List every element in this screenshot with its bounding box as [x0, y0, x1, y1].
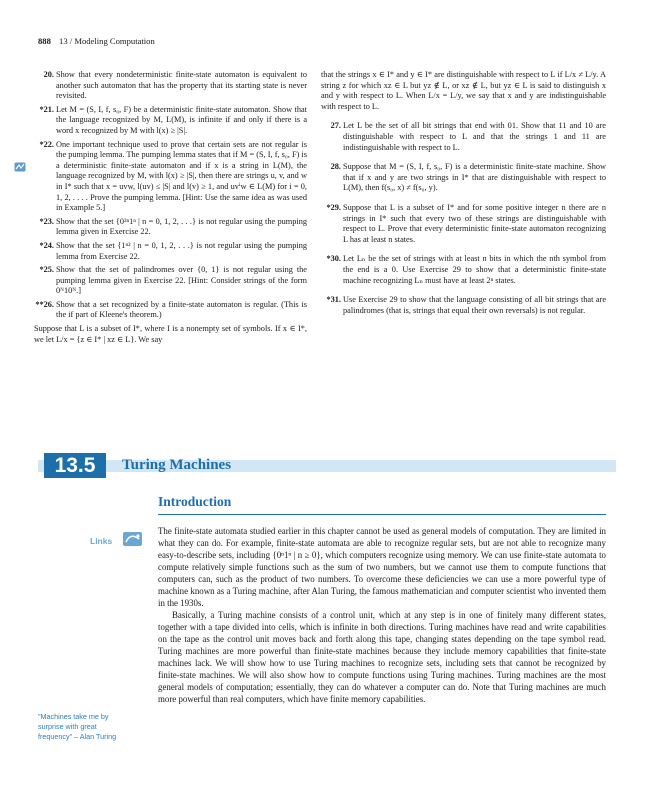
quote-line-3: frequency" – Alan Turing: [38, 732, 117, 741]
exercise-27: 27. Let L be the set of all bit strings that end with 01. Show that 11 and 10 are distinguishable with respect to L and that the strings 1 and 11 are indistinguishable with respect to L.: [330, 121, 606, 152]
intro-paragraph-1: The finite-state automata studied earlier in this chapter cannot be used as general models of computation. They are limited in what they can do. For example, finite-state automata are able to recognize regular sets, but are not able to recognize many easy-to-describe sets, including {0ⁿ1ⁿ | n ≥ 0}, which computers recognize using memory. We can use finite-state automata to compute relatively simple functions such as the sum of two numbers, but we cannot use them to compute functions that computers can, such as the product of two numbers. To overcome these deficiencies we can use a more powerful type of machine known as a Turing machine, after Alan Turing, the famous mathematician and computer scientist who invented them in the 1930s.: [158, 526, 606, 608]
exercise-26: **26. Show that a set recognized by a finite-state automaton is regular. (This is the if part of Kleene's theorem.): [35, 299, 307, 320]
quote-line-2: surprise with great: [38, 722, 97, 731]
exercise-20: 20. Show that every nondeterministic finite-state automaton is equivalent to another such automaton that has the property that its starting state is never revisited.: [43, 70, 307, 101]
running-header: [38, 36, 155, 46]
margin-quote: [38, 712, 148, 742]
section-title: Turing Machines: [122, 457, 232, 473]
page-number: 888: [38, 36, 51, 46]
exercise-31: *31. Use Exercise 29 to show that the language consisting of all bit strings that are palindromes (that is, strings that equal their own reversals) is not regular.: [326, 295, 606, 315]
section-number: 13.5: [44, 453, 106, 478]
exercise-25: *25. Show that the set of palindromes over {0, 1} is not regular using the pumping lemma given in Exercise 22. [Hint: Consider strings of the form 0ᴺ10ᴺ.]: [39, 265, 307, 296]
section-heading-bar: [38, 453, 616, 478]
exercise-21: *21. Let M = (S, I, f, s₀, F) be a deterministic finite-state automaton. Show that the language recognized by M, L(M), is infinite if and only if there is a word x recognized by M with l(x) ≥ |S|.: [39, 104, 307, 135]
subsection-heading: Introduction: [158, 494, 232, 509]
running-title: 13 / Modeling Computation: [59, 36, 155, 46]
right-column: [321, 70, 606, 319]
exercise-30: *30. Let Lₙ be the set of strings with at least n bits in which the nth symbol from the end is a 0. Use Exercise 29 to show that a deterministic finite-state machine recognizing Lₙ must have at least 2ⁿ states.: [326, 254, 606, 285]
intro-paragraph-2: Basically, a Turing machine consists of a control unit, which at any step is in one of finitely many different states, together with a tape divided into cells, which is infinite in both directions. Turing machines have read and write capabilities on the tape as the control unit moves back and forth along this tape, changing states depending on the tape symbol read. Turing machines are more powerful than finite-state machines because they include memory capabilities that finite-state machines lack. We will show how to use Turing machines to recognize sets, including sets that cannot be recognized by finite-state machines. We will also show how to compute functions using Turing machines. Turing machines are the most general models of computation; essentially, they can do whatever a computer can do. Note that Turing machines are much more powerful than real computers, which have finite memory capabilities.: [158, 610, 606, 704]
distinguishable-definition-start: Suppose that L is a subset of I*, where I is a nonempty set of symbols. If x ∈ I*, we let L/x = {z ∈ I* | xz ∈ L}. We say: [34, 324, 307, 344]
exercise-22: *22. One important technique used to prove that certain sets are not regular is the pumping lemma. The pumping lemma states that if M = (S, I, f, s₀, F) is a deterministic finite-state automaton and if x is a string in L(M), the language recognized by M, with l(x) ≥ |S|, then there are strings u, v, and w in I* such that x = uvw, l(uv) ≤ |S| and l(v) ≥ 1, and uvⁱw ∈ L(M) for i = 0, 1, 2, . . . . Prove the pumping lemma. [Hint: Use the same idea as was used in Example 5.]: [34, 140, 307, 214]
web-resource-icon[interactable]: [14, 162, 26, 172]
exercise-23: *23. Show that the set {0²ⁿ1ⁿ | n = 0, 1, 2, . . .} is not regular using the pumping lemma given in Exercise 22.: [39, 216, 307, 237]
introduction-body: [158, 525, 606, 705]
exercise-28: 28. Suppose that M = (S, I, f, s₀, F) is a deterministic finite-state machine. Show that if x and y are two strings in I* that are distinguishable with respect to L(M), then f(s₀, x) ≠ f(s₀, y).: [330, 162, 606, 193]
exercise-24: *24. Show that the set {1ⁿ² | n = 0, 1, 2, . . .} is not regular using the pumping lemma from Exercise 22.: [39, 240, 307, 261]
links-label: Links: [90, 536, 113, 546]
subsection-rule: [158, 514, 606, 515]
links-marker[interactable]: [90, 530, 152, 550]
quote-line-1: "Machines take me by: [38, 712, 109, 721]
links-icon[interactable]: [122, 530, 144, 548]
left-column: [34, 70, 307, 351]
distinguishable-definition: that the strings x ∈ I* and y ∈ I* are distinguishable with respect to L if L/x ≠ L/y. A string z for which xz ∈ L but yz ∉ L, or xz ∉ L, but yz ∈ L is said to distinguish x and y with respect to L. When L/x = L/y, we say that x and y are indistinguishable with respect to L.: [321, 70, 606, 111]
exercise-29: *29. Suppose that L is a subset of I* and for some positive integer n there are n strings in I* such that every two of these strings are distinguishable with respect to L. Prove that every deterministic finite-state automaton recognizing L has at least n states.: [326, 202, 606, 244]
